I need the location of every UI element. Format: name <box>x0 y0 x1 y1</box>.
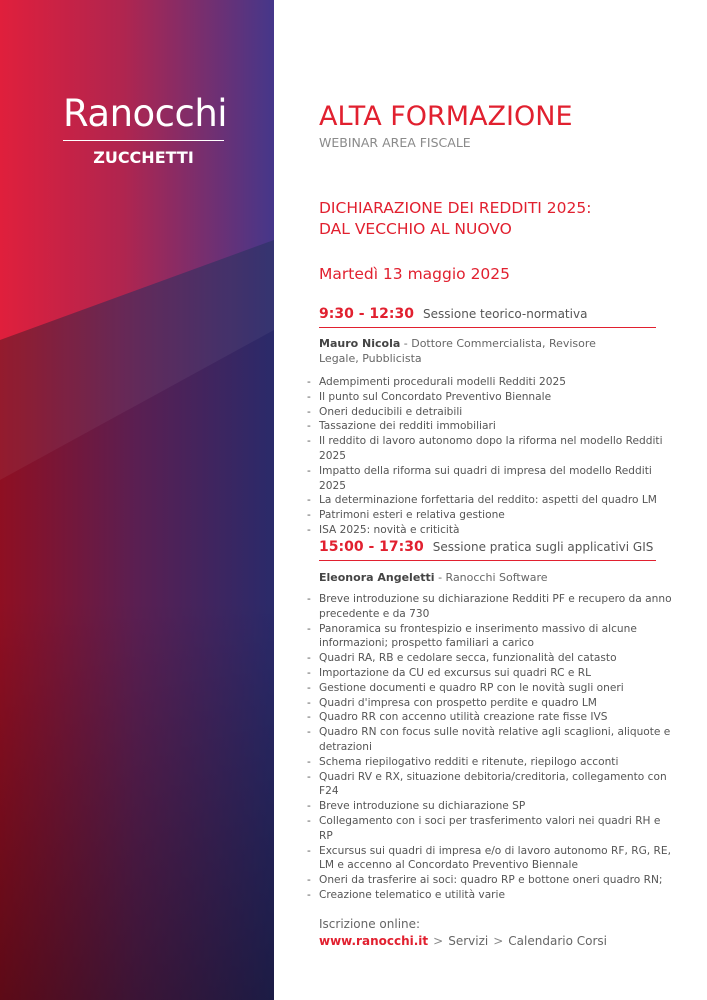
brand-logo-name: Ranocchi <box>63 92 228 135</box>
brand-logo-sub: ZUCCHETTI <box>93 148 194 167</box>
list-item: - Tassazione dei redditi immobiliari <box>319 419 674 434</box>
list-item: - La determinazione forfettaria del reddito: aspetti del quadro LM <box>319 493 674 508</box>
brand-panel <box>0 0 274 1000</box>
website-link[interactable]: www.ranocchi.it <box>319 934 429 948</box>
page-subtitle: WEBINAR AREA FISCALE <box>319 135 471 150</box>
list-item: - Creazione telematico e utilità varie <box>319 888 674 903</box>
event-title <box>319 198 591 240</box>
session1-speaker-name: Mauro Nicola <box>319 337 401 350</box>
list-item: - Adempimenti procedurali modelli Redditi 2025 <box>319 375 674 390</box>
logo-divider <box>63 140 224 141</box>
page-title: ALTA FORMAZIONE <box>319 101 573 132</box>
session2-speaker-name: Eleonora Angeletti <box>319 571 435 584</box>
list-item: - Il punto sul Concordato Preventivo Biennale <box>319 390 674 405</box>
session1-description: Sessione teorico-normativa <box>423 307 588 321</box>
list-item: - Il reddito di lavoro autonomo dopo la riforma nel modello Redditi 2025 <box>319 434 674 464</box>
session1-time: 9:30 - 12:30 <box>319 306 414 322</box>
session2-topics <box>319 592 674 903</box>
list-item: - Excursus sui quadri di impresa e/o di lavoro autonomo RF, RG, RE, LM e accenno al Concordato Preventivo Biennale <box>319 844 674 874</box>
breadcrumb-calendario-corsi[interactable]: Calendario Corsi <box>508 934 607 948</box>
registration-link-row <box>319 933 607 950</box>
list-item: - Quadri RV e RX, situazione debitoria/creditoria, collegamento con F24 <box>319 770 674 800</box>
session1-speaker <box>319 336 639 366</box>
list-item: - Quadri d'impresa con prospetto perdite e quadro LM <box>319 696 674 711</box>
session2-speaker-role: - Ranocchi Software <box>434 571 548 584</box>
list-item: - Schema riepilogativo redditi e ritenute, riepilogo acconti <box>319 755 674 770</box>
list-item: - Oneri deducibili e detraibili <box>319 405 674 420</box>
list-item: - Breve introduzione su dichiarazione SP <box>319 799 674 814</box>
bottom-fade <box>0 600 274 1000</box>
list-item: - Panoramica su frontespizio e inserimento massivo di alcune informazioni; prospetto familiari a carico <box>319 622 674 652</box>
session1-header <box>319 303 656 328</box>
breadcrumb-separator: > <box>493 934 504 948</box>
registration-label: Iscrizione online: <box>319 917 421 931</box>
list-item: - Quadro RR con accenno utilità creazione rate fisse IVS <box>319 710 674 725</box>
event-date: Martedì 13 maggio 2025 <box>319 265 511 283</box>
list-item: - Gestione documenti e quadro RP con le novità sugli oneri <box>319 681 674 696</box>
breadcrumb-separator: > <box>433 934 444 948</box>
list-item: - Importazione da CU ed excursus sui quadri RC e RL <box>319 666 674 681</box>
session1-speaker-role: - Dottore Commercialista, Revisore Legale, Pubblicista <box>319 337 596 365</box>
session2-time: 15:00 - 17:30 <box>319 539 424 555</box>
list-item: - Collegamento con i soci per trasferimento valori nei quadri RH e RP <box>319 814 674 844</box>
session1-topics <box>319 375 674 538</box>
event-title-line1: DICHIARAZIONE DEI REDDITI 2025: <box>319 199 592 217</box>
registration-footer <box>319 916 607 950</box>
list-item: - Patrimoni esteri e relativa gestione <box>319 508 674 523</box>
list-item: - Breve introduzione su dichiarazione Redditi PF e recupero da anno precedente e da 730 <box>319 592 674 622</box>
event-title-line2: DAL VECCHIO AL NUOVO <box>319 220 512 238</box>
session2-speaker <box>319 570 639 585</box>
list-item: - ISA 2025: novità e criticità <box>319 523 674 538</box>
list-item: - Impatto della riforma sui quadri di impresa del modello Redditi 2025 <box>319 464 674 494</box>
list-item: - Quadro RN con focus sulle novità relative agli scaglioni, aliquote e detrazioni <box>319 725 674 755</box>
list-item: - Oneri da trasferire ai soci: quadro RP e bottone oneri quadro RN; <box>319 873 674 888</box>
session2-description: Sessione pratica sugli applicativi GIS <box>432 540 654 554</box>
list-item: - Quadri RA, RB e cedolare secca, funzionalità del catasto <box>319 651 674 666</box>
session2-header <box>319 536 656 561</box>
breadcrumb-servizi[interactable]: Servizi <box>448 934 489 948</box>
